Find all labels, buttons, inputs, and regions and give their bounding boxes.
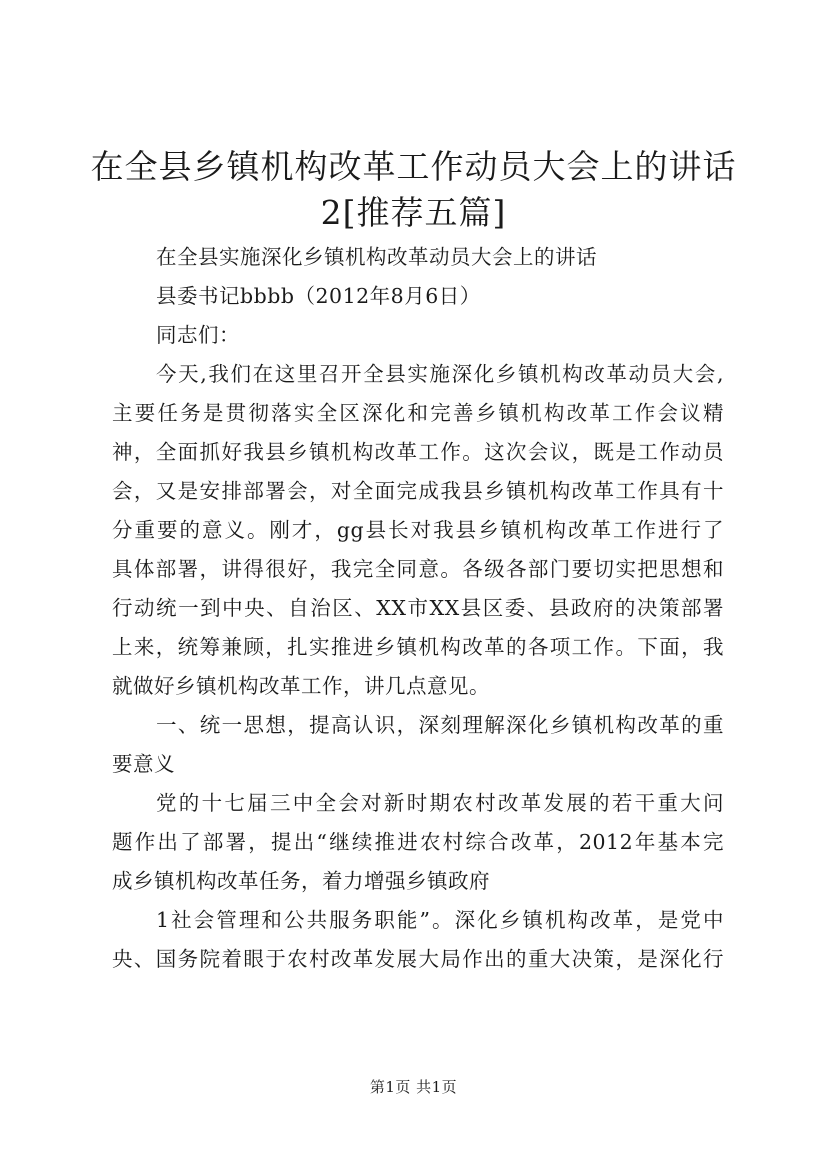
- paragraph-line: 今天,我们在这里召开全县实施深化乡镇机构改革动员大会,: [156, 362, 724, 386]
- paragraph-line: 上来，统筹兼顾，扎实推进乡镇机构改革的各项工作。下面，我: [112, 635, 724, 659]
- paragraph-line: 主要任务是贯彻落实全区深化和完善乡镇机构改革工作会议精: [112, 401, 724, 425]
- paragraph-line: 央、国务院着眼于农村改革发展大局作出的重大决策，是深化行: [112, 947, 724, 971]
- paragraph-line: 分重要的意义。刚才，gg县长对我县乡镇机构改革工作进行了: [112, 518, 724, 542]
- paragraph-line: 就做好乡镇机构改革工作，讲几点意见。: [112, 674, 490, 698]
- section-heading-line: 一、统一思想，提高认识，深刻理解深化乡镇机构改革的重: [156, 713, 724, 737]
- paragraph-line: 1社会管理和公共服务职能”。深化乡镇机构改革，是党中: [156, 908, 724, 932]
- salutation-line: 同志们：: [156, 323, 240, 347]
- title-line-1: 在全县乡镇机构改革工作动员大会上的讲话: [90, 147, 737, 186]
- paragraph-line: 行动统一到中央、自治区、XX市XX县区委、县政府的决策部署: [112, 596, 724, 620]
- paragraph-line: 具体部署，讲得很好，我完全同意。各级各部门要切实把思想和: [112, 557, 724, 581]
- paragraph-line: 党的十七届三中全会对新时期农村改革发展的若干重大问: [156, 791, 724, 815]
- section-heading-line: 要意义: [112, 752, 175, 776]
- paragraph-line: 成乡镇机构改革任务，着力增强乡镇政府: [112, 869, 490, 893]
- title-line-2: 2[推荐五篇]: [320, 193, 507, 232]
- paragraph-line: 会，又是安排部署会，对全面完成我县乡镇机构改革工作具有十: [112, 479, 724, 503]
- paragraph-line: 神，全面抓好我县乡镇机构改革工作。这次会议，既是工作动员: [112, 440, 724, 464]
- document-body: [112, 238, 724, 979]
- page-footer: 第1页 共1页: [369, 1078, 458, 1096]
- document-title: [60, 144, 767, 236]
- subtitle-line: 在全县实施深化乡镇机构改革动员大会上的讲话: [156, 245, 597, 269]
- speaker-line: 县委书记bbbb（2012年8月6日）: [156, 284, 481, 308]
- paragraph-line: 题作出了部署，提出“继续推进农村综合改革，2012年基本完: [112, 830, 724, 854]
